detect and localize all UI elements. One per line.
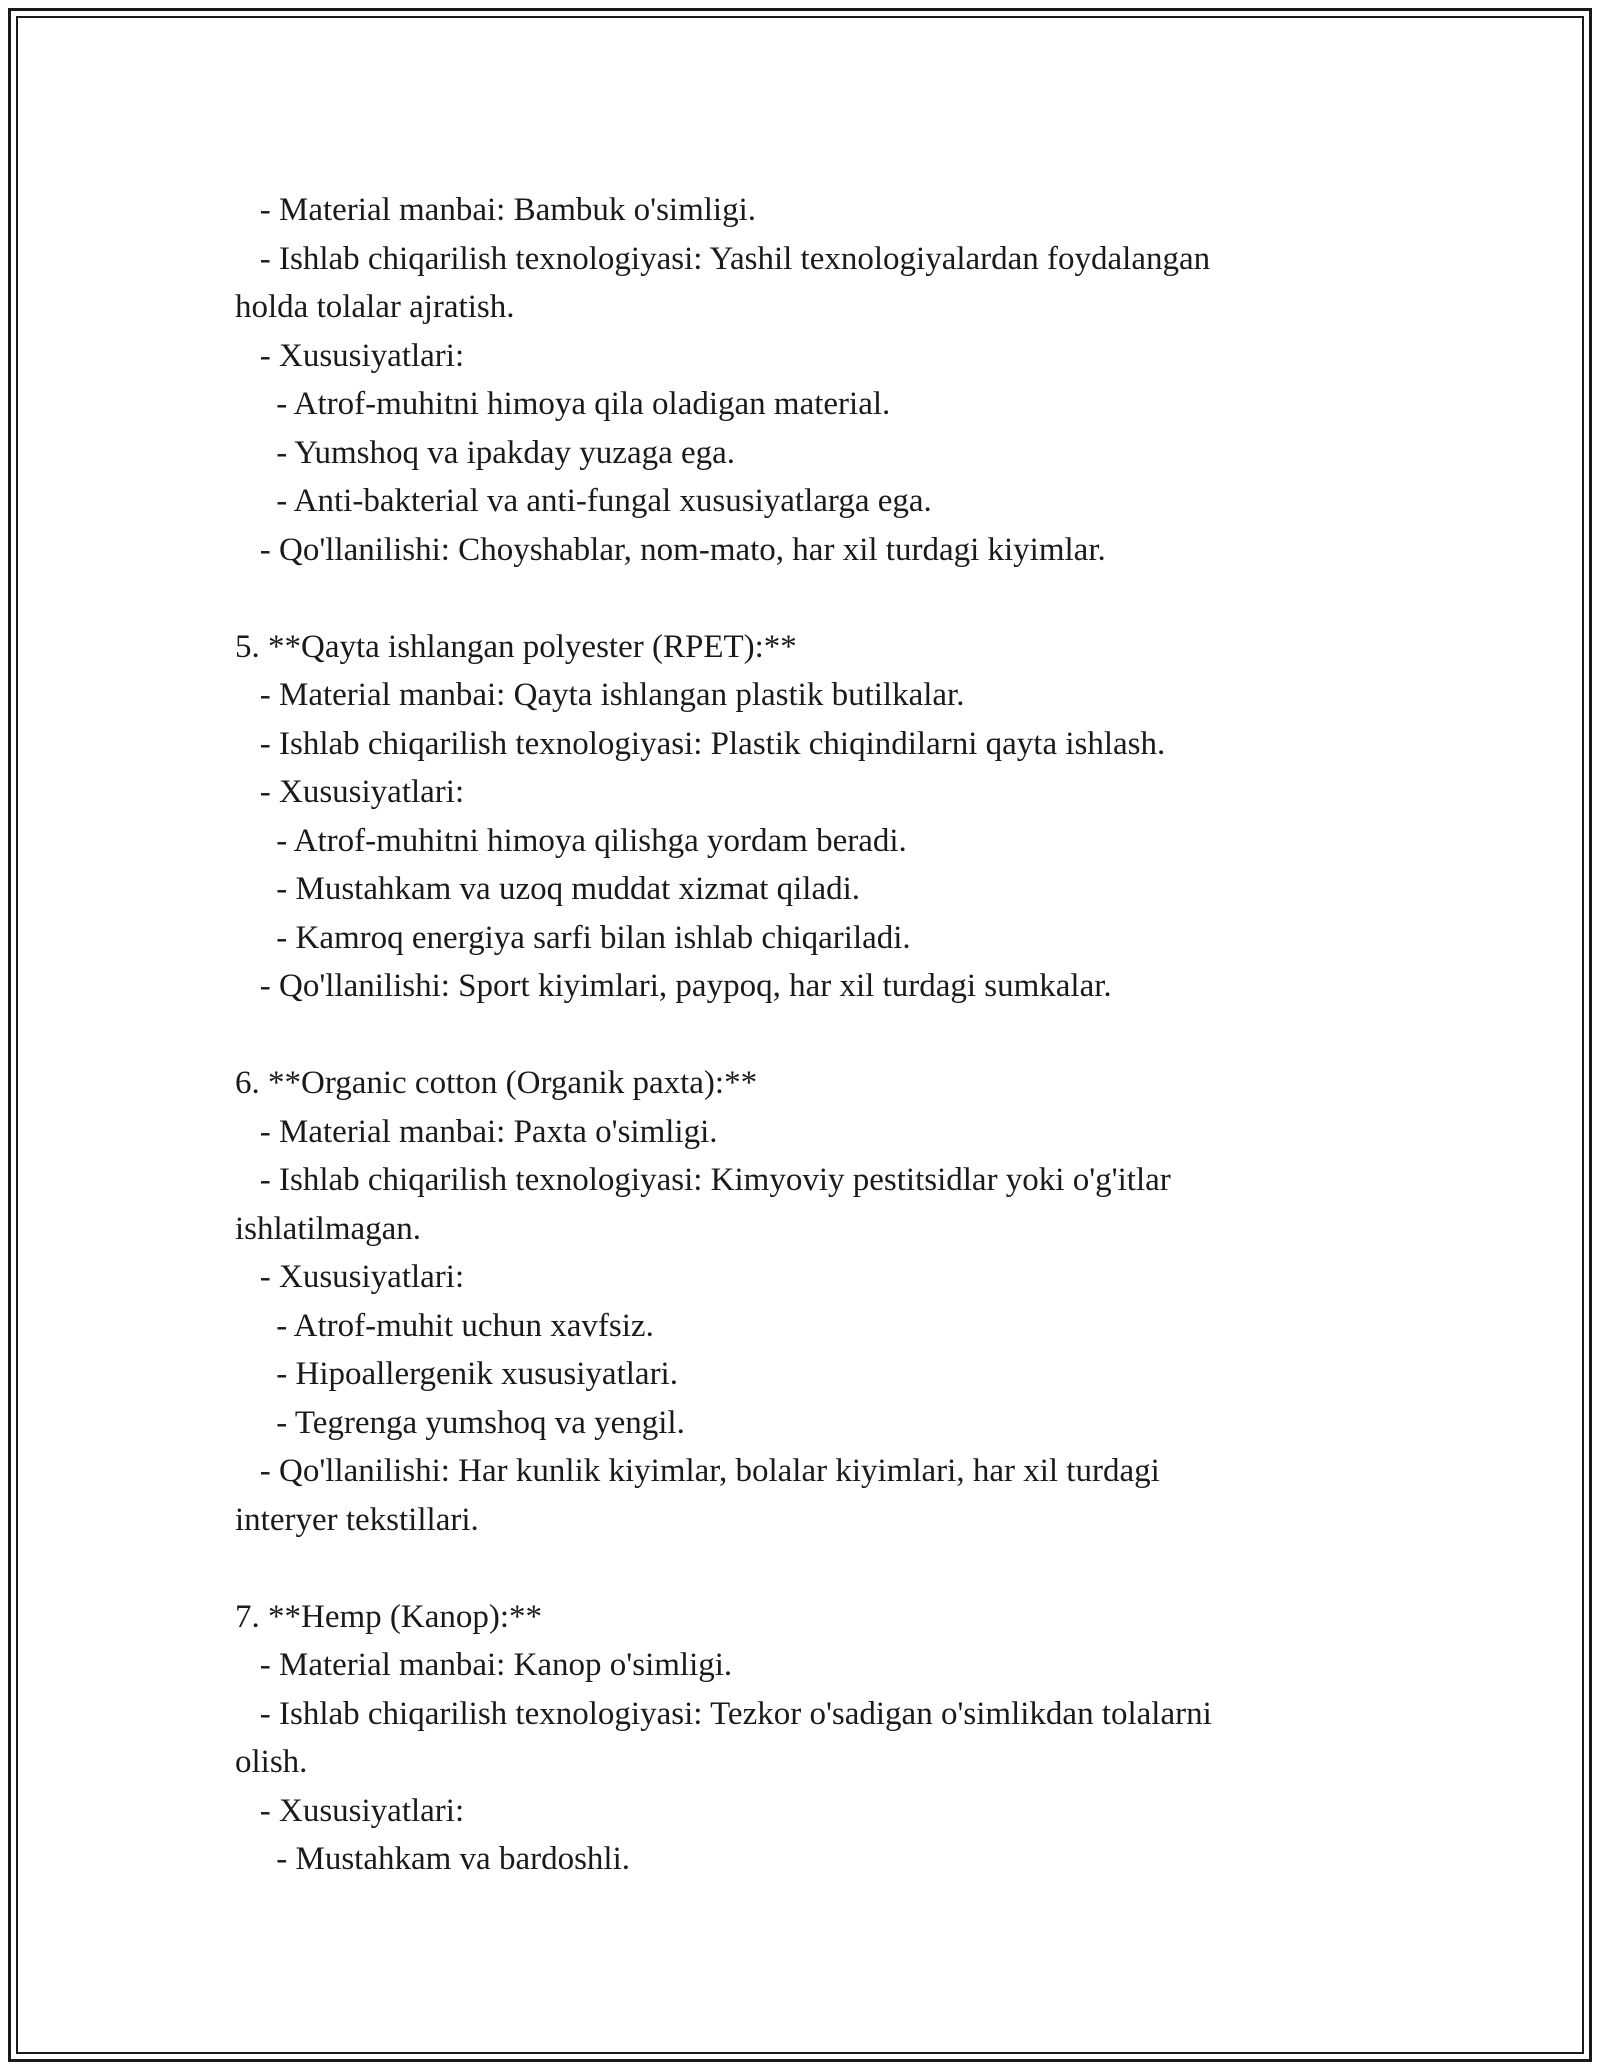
blank-line bbox=[235, 1544, 1365, 1593]
text-line: - Xususiyatlari: bbox=[235, 337, 465, 374]
section-heading: 7. **Hemp (Kanop):** bbox=[235, 1598, 543, 1635]
text-line: - Hipoallergenik xususiyatlari. bbox=[235, 1356, 678, 1392]
text-line: - Kamroq energiya sarfi bilan ishlab chiqariladi. bbox=[235, 919, 911, 956]
text-line: - Xususiyatlari: bbox=[235, 1259, 465, 1295]
text-line: - Atrof-muhitni himoya qila oladigan material. bbox=[235, 386, 891, 422]
text-line: - Mustahkam va uzoq muddat xizmat qiladi. bbox=[235, 871, 861, 907]
text-line: - Ishlab chiqarilish texnologiyasi: Yashil texnologiyalardan foydalangan bbox=[235, 240, 1211, 277]
text-line: ishlatilmagan. bbox=[235, 1210, 422, 1247]
text-line: - Material manbai: Bambuk o'simligi. bbox=[235, 192, 757, 228]
text-line: - Qo'llanilishi: Sport kiyimlari, paypoq, har xil turdagi sumkalar. bbox=[235, 968, 1112, 1004]
section-heading: 5. **Qayta ishlangan polyester (RPET):** bbox=[235, 628, 797, 665]
text-line: holda tolalar ajratish. bbox=[235, 289, 515, 325]
text-line: - Tegrenga yumshoq va yengil. bbox=[235, 1404, 685, 1441]
text-line: - Ishlab chiqarilish texnologiyasi: Kimyoviy pestitsidlar yoki o'g'itlar bbox=[235, 1162, 1171, 1198]
text-line: - Qo'llanilishi: Har kunlik kiyimlar, bolalar kiyimlari, har xil turdagi bbox=[235, 1453, 1160, 1489]
blank-line bbox=[235, 574, 1365, 623]
section-heading: 6. **Organic cotton (Organik paxta):** bbox=[235, 1065, 758, 1101]
text-line: - Xususiyatlari: bbox=[235, 774, 465, 810]
text-line: - Mustahkam va bardoshli. bbox=[235, 1841, 631, 1877]
text-line: olish. bbox=[235, 1744, 308, 1780]
blank-line bbox=[235, 1011, 1365, 1060]
text-line: - Atrof-muhitni himoya qilishga yordam beradi. bbox=[235, 822, 907, 859]
text-line: - Qo'llanilishi: Choyshablar, nom-mato, har xil turdagi kiyimlar. bbox=[235, 531, 1106, 568]
text-line: - Yumshoq va ipakday yuzaga ega. bbox=[235, 434, 736, 471]
text-line: - Ishlab chiqarilish texnologiyasi: Plastik chiqindilarni qayta ishlash. bbox=[235, 725, 1166, 762]
text-line: - Material manbai: Qayta ishlangan plastik butilkalar. bbox=[235, 677, 965, 713]
text-line: - Atrof-muhit uchun xavfsiz. bbox=[235, 1307, 654, 1344]
document-body bbox=[235, 186, 1365, 1884]
text-line: - Material manbai: Kanop o'simligi. bbox=[235, 1647, 733, 1683]
text-line: - Material manbai: Paxta o'simligi. bbox=[235, 1113, 718, 1150]
text-line: - Ishlab chiqarilish texnologiyasi: Tezkor o'sadigan o'simlikdan tolalarni bbox=[235, 1695, 1212, 1732]
text-line: interyer tekstillari. bbox=[235, 1501, 479, 1538]
text-line: - Xususiyatlari: bbox=[235, 1792, 465, 1829]
text-line: - Anti-bakterial va anti-fungal xususiyatlarga ega. bbox=[235, 483, 932, 519]
